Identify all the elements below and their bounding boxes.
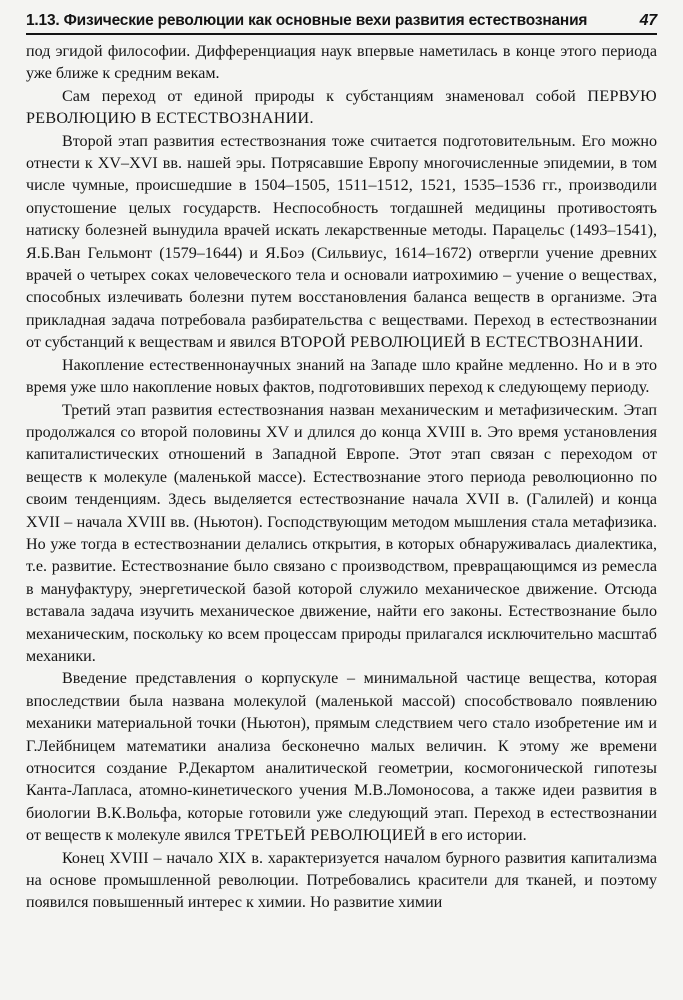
text-run: Введение представления о корпускуле – минимальной частице вещества, которая впоследствии была названа молекулой (маленькой массой) способствовало появлению механики материальной точки (Ньютон), прямым следствием чего стало изобретение им и Г.Лейбницем математики анализа бесконечно малых величин. К этому же времени относится создание Р.Декартом аналитической геометрии, космогонической гипотезы Канта-Лапласа, атомно-кинетического учения М.В.Ломоносова, а также идеи развития в биологии В.К.Вольфа, которые готовили уже следующий этап. Переход в естествознании от веществ к молекуле явился [26,670,657,845]
paragraph [26,355,657,400]
paragraph [26,131,657,355]
paragraph [26,400,657,669]
paragraph [26,848,657,915]
text-run: . [639,334,644,352]
text-run: . [309,110,314,128]
section-title: 1.13. Физические революции как основные вехи развития естествознания [26,12,588,29]
text-run: Третий этап развития естествознания назван механическим и метафизическим. Этап продолжался со второй половины XV и длился до конца XVIII в. Это время установления капиталистических отношений в Западной Европе. Этот этап связан с переходом от веществ к молекуле (маленькой массе). Естествознание этого периода революционно по своим тенденциям. Здесь выделяется естествознание начала XVII в. (Галилей) и конца XVII – начала XVIII вв. (Ньютон). Господствующим методом мышления стала метафизика. Но уже тогда в естествознании делались открытия, в которых обнаруживалась диалектика, т.е. развитие. Естествознание было связано с производством, превращающимся из ремесла в мануфактуру, энергетической базой которой служило механическое движение. Отсюда вставала задача изучить механическое движение, найти его законы. Естествознание было механическим, поскольку ко всем процессам природы прилагался исключительно масштаб механики. [26,401,657,665]
text-run: Сам переход от единой природы к субстанциям знаменовал собой [62,87,588,105]
text-run: в его истории. [425,827,527,845]
text-run: Накопление естественнонаучных знаний на Западе шло крайне медленно. Но и в это время уже шло накопление новых фактов, подготовивших переход к следующему периоду. [26,356,657,397]
paragraph [26,41,657,86]
emphasized-term: ВТОРОЙ РЕВОЛЮЦИЕЙ В ЕСТЕСТВОЗНАНИИ [280,334,640,352]
paragraph [26,668,657,847]
text-run: Конец XVIII – начало XIX в. характеризуется началом бурного развития капитализма на основе промышленной революции. Потребовались красители для тканей, и поэтому появился повышенный интерес к химии. Но развитие химии [26,849,657,912]
paragraph [26,86,657,131]
text-run: под эгидой философии. Дифференциация наук впервые наметилась в конце этого периода уже ближе к средним векам. [26,43,657,83]
emphasized-term: ПЕРВУЮ РЕВОЛЮЦИЮ В ЕСТЕСТВОЗНАНИИ [26,87,657,128]
page-number: 47 [639,12,657,29]
running-header [26,12,657,35]
emphasized-term: ТРЕТЬЕЙ РЕВОЛЮЦИЕЙ [234,827,426,845]
text-run: Второй этап развития естествознания тоже считается подготовительным. Его можно отнести к XV–XVI вв. нашей эры. Потрясавшие Европу многочисленные эпидемии, в том числе чумные, происшедшие в 1504–1505, 1511–1512, 1521, 1535–1536 гг., производили опустошение целых государств. Неспособность тогдашней медицины противостоять натиску болезней вынудила врачей искать лекарственные методы. Парацельс (1493–1541), Я.Б.Ван Гельмонт (1579–1644) и Я.Боэ (Сильвиус, 1614–1672) отвергли учение древних врачей о четырех соках человеческого тела и основали иатрохимию – учение о веществах, способных излечивать болезни путем восстановления баланса веществ в организме. Эта прикладная задача потребовала разбирательства с веществами. Переход в естествознании от субстанций к веществам и явился [26,132,657,352]
body-text [26,41,657,915]
